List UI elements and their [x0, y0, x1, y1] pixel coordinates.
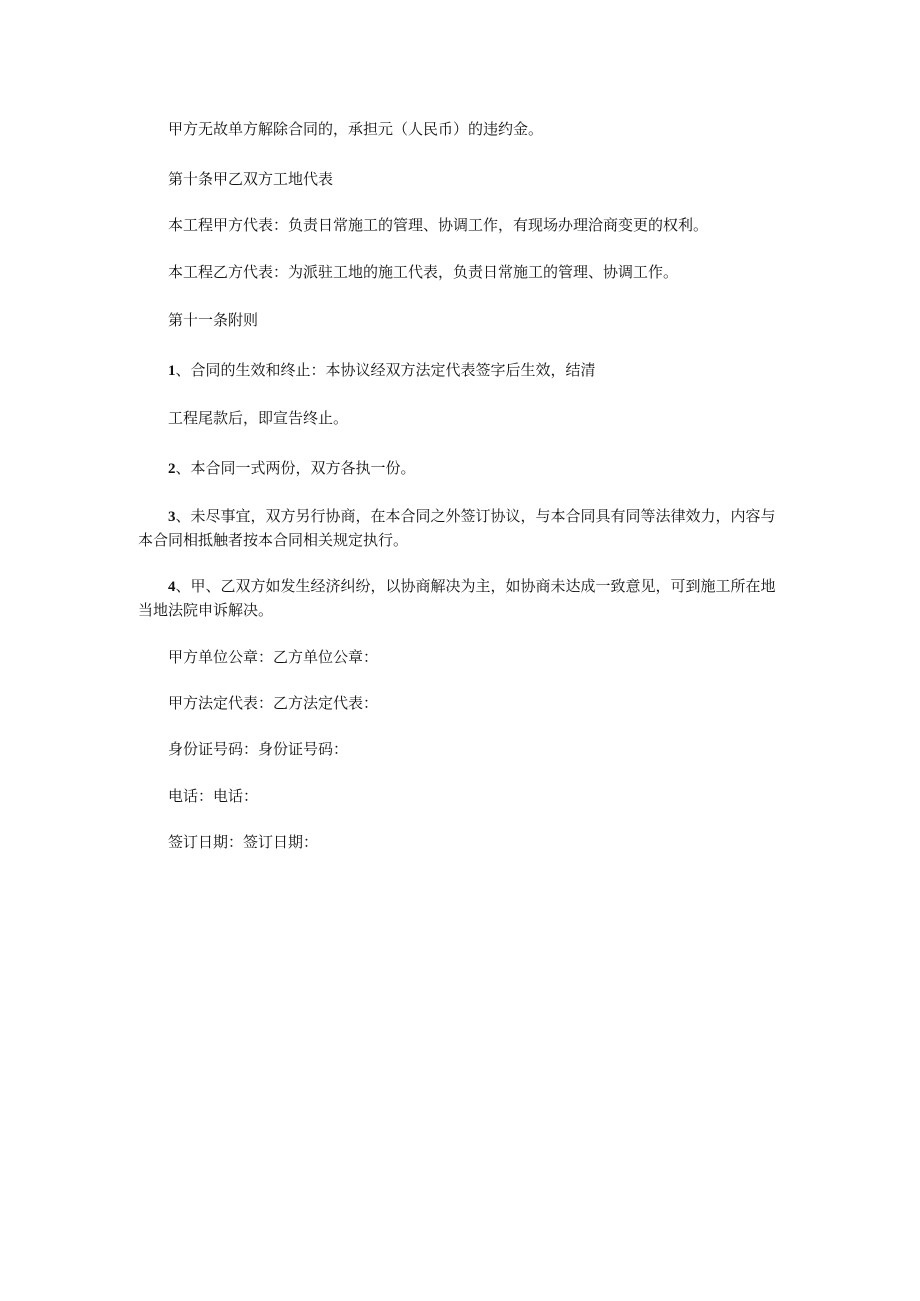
party-b-representative-clause: 本工程乙方代表：为派驻工地的施工代表，负责日常施工的管理、协调工作。 — [168, 263, 679, 281]
appendix-item-3 — [138, 505, 788, 552]
item-text: 、未尽事宜，双方另行协商，在本合同之外签订协议，与本合同具有同等法律效力，内容与本合同相抵触者按本合同相关规定执行。 — [138, 507, 776, 549]
appendix-item-4 — [138, 575, 788, 622]
appendix-item-1-continuation: 工程尾款后，即宣告终止。 — [168, 409, 349, 427]
item-text: 、甲、乙双方如发生经济纠纷，以协商解决为主，如协商未达成一致意见，可到施工所在地当地法院申诉解决。 — [138, 577, 776, 619]
signature-legal-rep-line: 甲方法定代表：乙方法定代表： — [168, 694, 379, 712]
item-number: 3 — [168, 509, 176, 525]
item-text: 、合同的生效和终止：本协议经双方法定代表签字后生效，结清 — [175, 361, 596, 379]
item-number: 2 — [168, 461, 176, 477]
party-a-representative-clause: 本工程甲方代表：负责日常施工的管理、协调工作，有现场办理洽商变更的权利。 — [168, 216, 709, 234]
article-ten-heading: 第十条甲乙双方工地代表 — [168, 170, 334, 188]
signature-id-number-line: 身份证号码：身份证号码： — [168, 740, 349, 758]
item-number: 4 — [168, 579, 176, 595]
signature-date-line: 签订日期：签订日期： — [168, 833, 319, 851]
item-text: 、本合同一式两份，双方各执一份。 — [175, 459, 416, 477]
signature-phone-line: 电话：电话： — [168, 787, 259, 805]
penalty-clause: 甲方无故单方解除合同的，承担元（人民币）的违约金。 — [168, 120, 544, 138]
appendix-item-2 — [138, 457, 788, 481]
item-number: 1 — [168, 363, 176, 379]
article-eleven-heading: 第十一条附则 — [168, 311, 259, 329]
appendix-item-1 — [138, 359, 788, 383]
signature-seal-line: 甲方单位公章：乙方单位公章： — [168, 648, 379, 666]
